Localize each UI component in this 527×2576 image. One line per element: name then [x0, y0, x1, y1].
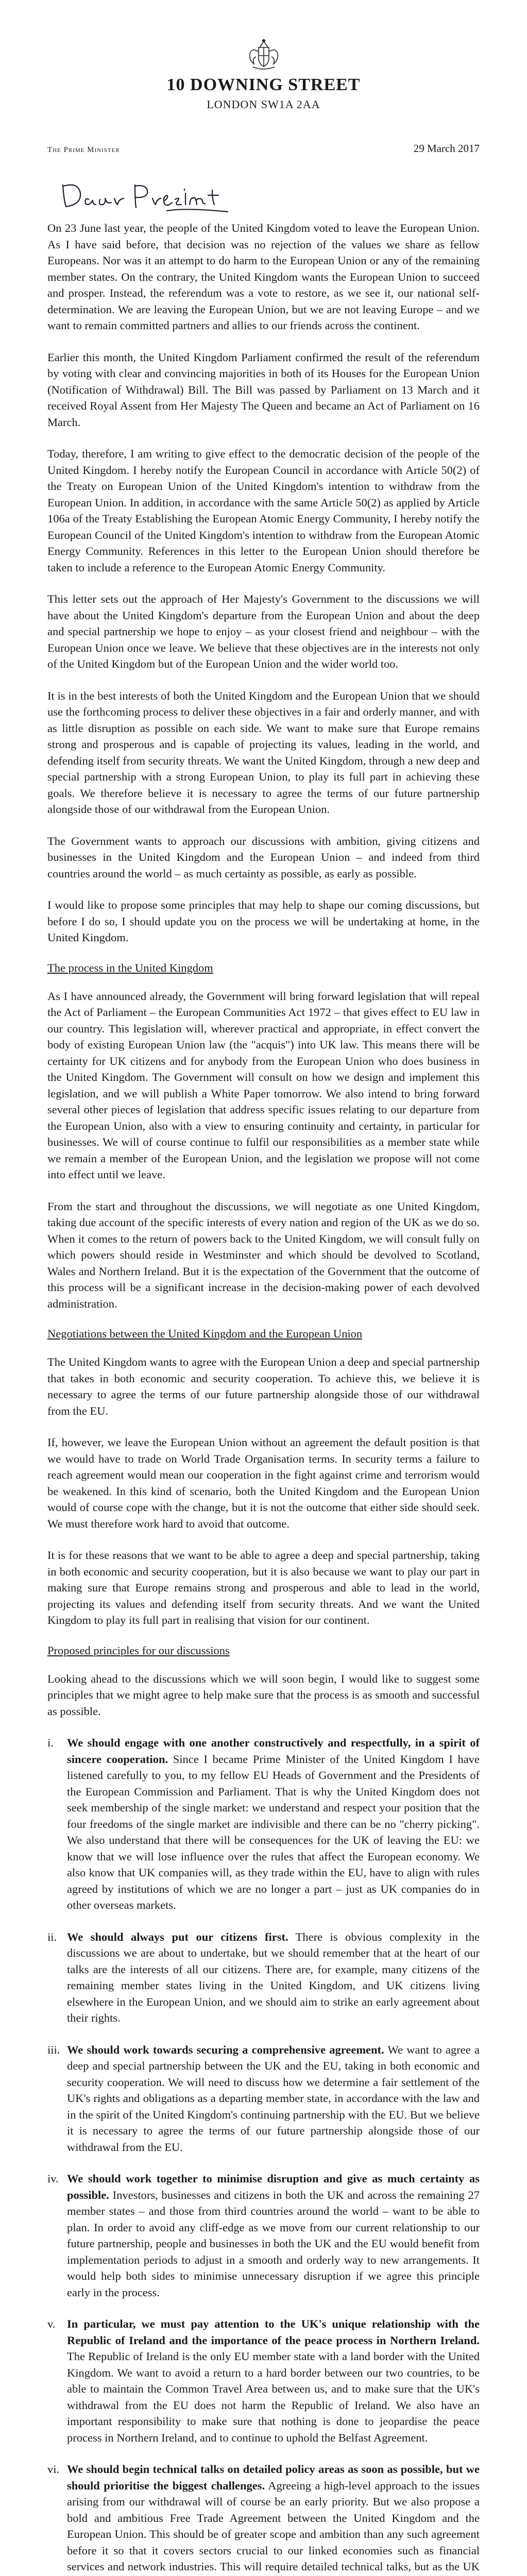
principle-text — [67, 2316, 480, 2446]
section-heading: Proposed principles for our discussions — [47, 1643, 230, 1657]
section-negotiations — [47, 1327, 480, 1629]
principle-body: We want to agree a deep and special partnership between the UK and the EU, taking in both economic and security cooperation. We will need to discuss how we determine a fair settlement of the UK's rights and obligations as a departing member state, in accordance with the law and in the spirit of the United Kingdom's continuing partnership with the EU. But we believe it is necessary to agree the terms of our future partnership alongside those of our withdrawal from the EU. — [67, 2043, 480, 2154]
principle-body: Since I became Prime Minister of the United Kingdom I have listened carefully to you, to my fellow EU Heads of Government and the Presidents of the European Commission and Parliament. That is why the United Kingdom does not seek membership of the single market: we understand and respect your position that the four freedoms of the single market are indivisible and there can be no "cherry picking". We also understand that there will be consequences for the UK of leaving the EU: we know that we will lose influence over the rules that affect the European economy. We also know that UK companies will, as they trade within the EU, have to align with rules agreed by institutions of which we are no longer a part – just as UK companies do in other overseas markets. — [67, 1752, 480, 1911]
body-paragraph: It is for these reasons that we want to be able to agree a deep and special partnership, taking in both economic and security cooperation, but it is also because we want to play our part in making sure that Europe remains strong and prosperous and able to lead in the world, projecting its values and defending itself from security threats. And we want the United Kingdom to play its full part in realising that vision for our continent. — [47, 1549, 480, 1626]
salutation-handwritten — [58, 175, 480, 215]
section-proposed-principles — [47, 1644, 480, 2576]
letter-meta — [47, 142, 480, 155]
principle-item — [47, 2316, 480, 2446]
principle-text — [67, 2042, 480, 2156]
intro-paragraph: Earlier this month, the United Kingdom Parliament confirmed the result of the referendum by voting with clear and convincing majorities in both of its Houses for the European Union (Notification of Withdrawal) Bill. The Bill was passed by Parliament on 13 March and it received Royal Assent from Her Majesty The Queen and became an Act of Parliament on 16 March. — [47, 350, 480, 429]
body-paragraph: Looking ahead to the discussions which we will soon begin, I would like to suggest some principles that we might agree to help make sure that the process is as smooth and successful as possible. — [47, 1672, 480, 1718]
principle-number: ii. — [47, 1930, 57, 1943]
principle-text — [67, 2461, 480, 2576]
principle-heading: We should engage with one another constructively and respectfully, in a spirit of sincere cooperation. — [67, 1736, 480, 1766]
sender-title: The Prime Minister — [47, 146, 120, 154]
body-paragraph: From the start and throughout the discussions, we will negotiate as one United Kingdom, taking due account of the specific interests of every nation and region of the UK as we do so. When it comes to the return of powers back to the United Kingdom, we will consult fully on which powers should reside in Westminster and which should be devolved to Scotland, Wales and Northern Ireland. But it is the expectation of the Government that the outcome of this process will be a significant increase in the decision-making power of each devolved administration. — [47, 1199, 480, 1310]
letterhead-city: LONDON SW1A 2AA — [207, 98, 320, 111]
intro-paragraph: It is in the best interests of both the United Kingdom and the European Union that we should use the forthcoming process to deliver these objectives in a fair and orderly manner, and with as little disruption as possible on each side. We want to make sure that Europe remains strong and prosperous and is capable of projecting its values, leading in the world, and defending itself from security threats. We want the United Kingdom, through a new deep and special partnership with a strong European Union, to play its full part in achieving these goals. We therefore believe it is necessary to agree the terms of our future partnership alongside those of our withdrawal from the European Union. — [47, 689, 480, 816]
section-process — [47, 961, 480, 1312]
principle-item — [47, 1735, 480, 1913]
principle-heading: We should work together to minimise disruption and give as much certainty as possible. — [67, 2172, 480, 2201]
principle-item — [47, 1929, 480, 2026]
principle-body: Agreeing a high-level approach to the issues arising from our withdrawal will of course be an early priority. But we also propose a bold and ambitious Free Trade Agreement between the United Kingdom and the European Union. This should be of greater scope and ambition than any such agreement before it so that it covers sectors crucial to our linked economies such as financial services and network industries. This will require detailed technical talks, but as the UK — [67, 2479, 480, 2573]
principle-text — [67, 1735, 480, 1913]
section-heading: The process in the United Kingdom — [47, 961, 213, 974]
principle-item — [47, 2171, 480, 2300]
intro-paragraph: The Government wants to approach our discussions with ambition, giving citizens and businesses in the United Kingdom and the European Union – and indeed from third countries around the world – as much certainty as possible, as early as possible. — [47, 834, 480, 880]
principle-number: iii. — [47, 2043, 60, 2056]
intro-paragraph: Today, therefore, I am writing to give effect to the democratic decision of the people of the United Kingdom. I hereby notify the European Council in accordance with Article 50(2) of the Treaty on European Union of the United Kingdom's intention to withdraw from the European Union. In addition, in accordance with the same Article 50(2) as applied by Article 106a of the Treaty Establishing the European Atomic Energy Community, I hereby notify the European Council of the United Kingdom's intention to withdraw from the European Atomic Energy Community. References in this letter to the European Union should therefore be taken to include a reference to the European Atomic Energy Community. — [47, 447, 480, 574]
principle-body: The Republic of Ireland is the only EU member state with a land border with the United Kingdom. We want to avoid a return to a hard border between our two countries, to be able to maintain the Common Travel Area between us, and to make sure that the UK's withdrawal from the EU does not harm the Republic of Ireland. We also have an important responsibility to make sure that nothing is done to jeopardise the peace process in Northern Ireland, and to continue to uphold the Belfast Agreement. — [67, 2350, 480, 2444]
principle-heading: We should begin technical talks on detailed policy areas as soon as possible, but we should prioritise the biggest challenges. — [67, 2463, 480, 2492]
intro-paragraph: On 23 June last year, the people of the United Kingdom voted to leave the European Union. As I have said before, that decision was no rejection of the values we share as fellow Europeans. Nor was it an attempt to do harm to the European Union or any of the remaining member states. On the contrary, the United Kingdom wants the European Union to succeed and prosper. Instead, the referendum was a vote to restore, as we see it, our national self-determination. We are leaving the European Union, but we are not leaving Europe – and we want to remain committed partners and allies to our friends across the continent. — [47, 222, 480, 332]
body-paragraph: If, however, we leave the European Union without an agreement the default position is that we would have to trade on World Trade Organisation terms. In security terms a failure to reach agreement would mean our cooperation in the fight against crime and terrorism would be weakened. In this kind of scenario, both the United Kingdom and the European Union would of course cope with the change, but it is not the outcome that either side should seek. We must therefore work hard to avoid that outcome. — [47, 1436, 480, 1530]
intro-paragraph: I would like to propose some principles that may help to shape our coming discussions, but before I do so, I should update you on the process we will be undertaking at home, in the United Kingdom. — [47, 899, 480, 944]
letterhead-address: 10 DOWNING STREET — [166, 75, 361, 94]
principle-body: There is obvious complexity in the discussions we are about to undertake, but we should remember that at the heart of our talks are the interests of all our citizens. There are, for example, many citizens of the remaining member states living in the United Kingdom, and UK citizens living elsewhere in the European Union, and we should aim to strike an early agreement about their rights. — [67, 1930, 480, 2024]
intro-paragraph: This letter sets out the approach of Her Majesty's Government to the discussions we will have about the United Kingdom's departure from the European Union and about the deep and special partnership we hope to enjoy – as your closest friend and neighbour – with the European Union once we leave. We believe that these objectives are in the interests not only of the United Kingdom but of the European Union and the wider world too. — [47, 592, 480, 670]
body-paragraph: As I have announced already, the Government will bring forward legislation that will repeal the Act of Parliament – the European Communities Act 1972 – that gives effect to EU law in our country. This legislation will, wherever practical and appropriate, in effect convert the body of existing European Union law (the "acquis") into UK law. This means there will be certainty for UK citizens and for anybody from the European Union who does business in the United Kingdom. The Government will consult on how we design and implement this legislation, and we will publish a White Paper tomorrow. We also intend to bring forward several other pieces of legislation that address specific issues relating to our departure from the European Union, also with a view to ensuring continuity and certainty, in particular for businesses. We will of course continue to fulfil our responsibilities as a member state while we remain a member of the European Union, and the legislation we propose will not come into effect until we leave. — [47, 989, 480, 1181]
principle-item — [47, 2042, 480, 2156]
principle-number: i. — [47, 1736, 54, 1749]
body-paragraph: The United Kingdom wants to agree with the European Union a deep and special partnership that takes in both economic and security cooperation. To achieve this, we believe it is necessary to agree the terms of our future partnership alongside those of our withdrawal from the EU. — [47, 1355, 480, 1417]
letterhead — [47, 0, 480, 111]
principle-number: vi. — [47, 2463, 60, 2476]
principle-number: iv. — [47, 2172, 59, 2185]
royal-crest-icon — [245, 38, 283, 70]
principle-number: v. — [47, 2317, 56, 2330]
principle-heading: In particular, we must pay attention to the UK's unique relationship with the Republic of Ireland and the importance of the peace process in Northern Ireland. — [67, 2317, 480, 2347]
letter-intro — [47, 220, 480, 946]
salutation-signature-image — [58, 175, 233, 214]
principle-text — [67, 1929, 480, 2026]
letter-date: 29 March 2017 — [413, 142, 480, 155]
principle-heading: We should work towards securing a comprehensive agreement. — [67, 2043, 384, 2056]
principles-list — [47, 1735, 480, 2576]
principle-text — [67, 2171, 480, 2300]
principle-item — [47, 2461, 480, 2576]
principle-heading: We should always put our citizens first. — [67, 1930, 288, 1943]
section-heading: Negotiations between the United Kingdom and the European Union — [47, 1327, 363, 1340]
principle-body: Investors, businesses and citizens in both the UK and across the remaining 27 member states – and those from third countries around the world – want to be able to plan. In order to avoid any cliff-edge as we move from our current relationship to our future partnership, people and businesses in both the UK and the EU would benefit from implementation periods to adjust in a smooth and orderly way to new arrangements. It would help both sides to minimise unnecessary disruption if we agree this principle early in the process. — [67, 2188, 480, 2299]
